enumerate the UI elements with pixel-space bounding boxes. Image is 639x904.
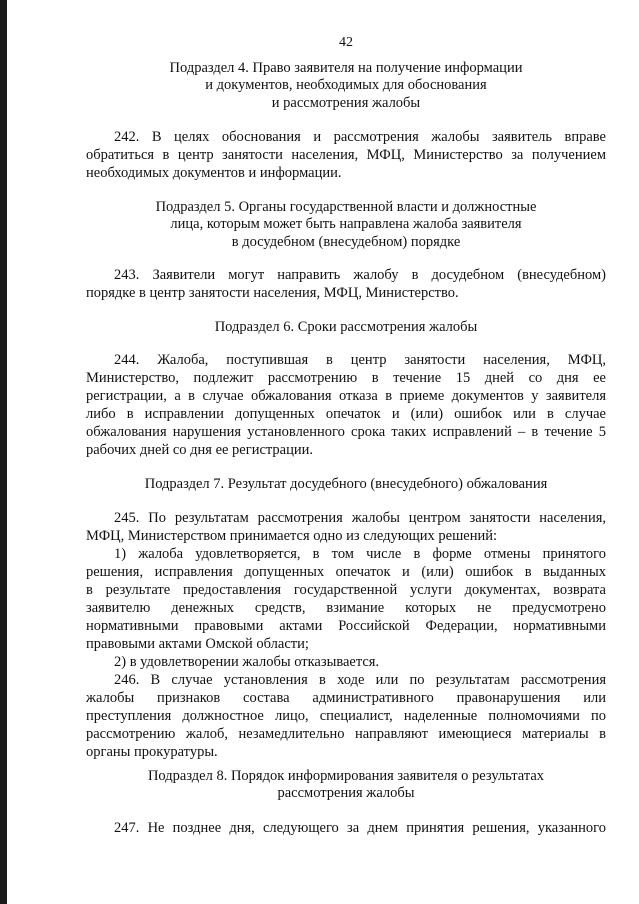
subsection-4-heading <box>86 60 606 112</box>
subsection-8-heading <box>86 768 606 803</box>
text-line: 245. По результатам рассмотрения жалобы центром занятости населения, <box>114 510 606 526</box>
text-line: обратиться в центр занятости населения, МФЦ, Министерство за получением <box>86 147 606 163</box>
text-line: 247. Не позднее дня, следующего за днем принятия решения, указанного <box>114 820 606 836</box>
paragraph-244 <box>86 351 606 459</box>
subsection-5-heading <box>86 199 606 251</box>
text-line: рабочих дней со дня ее регистрации. <box>86 442 313 458</box>
text-line: обжалования нарушения установленного срока таких исправлений – в течение 5 <box>86 424 606 440</box>
text-line: необходимых документов и информации. <box>86 165 342 181</box>
subsection-6-heading <box>86 319 606 336</box>
paragraph-242 <box>86 128 606 182</box>
text-line: органы прокуратуры. <box>86 744 218 760</box>
heading-line: Подраздел 7. Результат досудебного (внесудебного) обжалования <box>144 476 548 492</box>
paragraph-243 <box>86 266 606 302</box>
heading-line: Подраздел 8. Порядок информирования заявителя о результатах <box>147 768 545 784</box>
paragraph-247 <box>86 819 606 837</box>
heading-line: Подраздел 4. Право заявителя на получение информации <box>169 60 523 76</box>
text-line: жалобы признаков состава административного правонарушения или <box>86 690 606 706</box>
text-line: 246. В случае установления в ходе или по результатам рассмотрения <box>114 672 606 688</box>
heading-line: в досудебном (внесудебном) порядке <box>231 233 461 250</box>
scan-left-edge <box>0 0 7 904</box>
text-line: решения, исправления допущенных опечаток и (или) ошибок в выданных <box>86 564 606 580</box>
text-line: либо в исправлении допущенных опечаток и (или) ошибок или в случае <box>86 406 606 422</box>
text-line: Министерство, подлежит рассмотрению в течение 15 дней со дня ее <box>86 370 606 386</box>
paragraph-245 <box>86 509 606 761</box>
text-line: 242. В целях обоснования и рассмотрения жалобы заявитель вправе <box>114 129 606 145</box>
subsection-7-heading <box>86 476 606 493</box>
text-line: регистрации, а в случае обжалования отказа в приеме документов у заявителя <box>86 388 606 404</box>
text-line: в результате предоставления государственной услуги документах, возврата <box>86 582 606 598</box>
heading-line: рассмотрения жалобы <box>277 785 415 802</box>
text-line: нормативными правовыми актами Российской Федерации, нормативными <box>86 618 606 634</box>
text-line: 244. Жалоба, поступившая в центр занятости населения, МФЦ, <box>114 352 606 368</box>
text-line: преступления должностное лицо, специалист, наделенные полномочиями по <box>86 708 606 724</box>
text-line: рассмотрению жалоб, незамедлительно направляют имеющиеся материалы в <box>86 726 606 742</box>
text-line: 2) в удовлетворении жалобы отказывается. <box>114 654 380 670</box>
text-line: заявителю денежных средств, взимание которых не предусмотрено <box>86 600 606 616</box>
text-line: порядке в центр занятости населения, МФЦ, Министерство. <box>86 285 459 301</box>
heading-line: лица, которым может быть направлена жалоба заявителя <box>170 216 522 233</box>
text-line: 1) жалоба удовлетворяется, в том числе в форме отмены принятого <box>114 546 606 562</box>
heading-line: Подраздел 5. Органы государственной власти и должностные <box>155 199 537 215</box>
heading-line: Подраздел 6. Сроки рассмотрения жалобы <box>214 319 478 335</box>
heading-line: и рассмотрения жалобы <box>271 94 421 111</box>
text-line: МФЦ, Министерством принимается одно из следующих решений: <box>86 528 498 544</box>
page-number: 42 <box>339 35 353 50</box>
text-line: правовыми актами Омской области; <box>86 636 309 652</box>
text-line: 243. Заявители могут направить жалобу в досудебном (внесудебном) <box>114 267 606 283</box>
heading-line: и документов, необходимых для обоснования <box>205 77 487 94</box>
